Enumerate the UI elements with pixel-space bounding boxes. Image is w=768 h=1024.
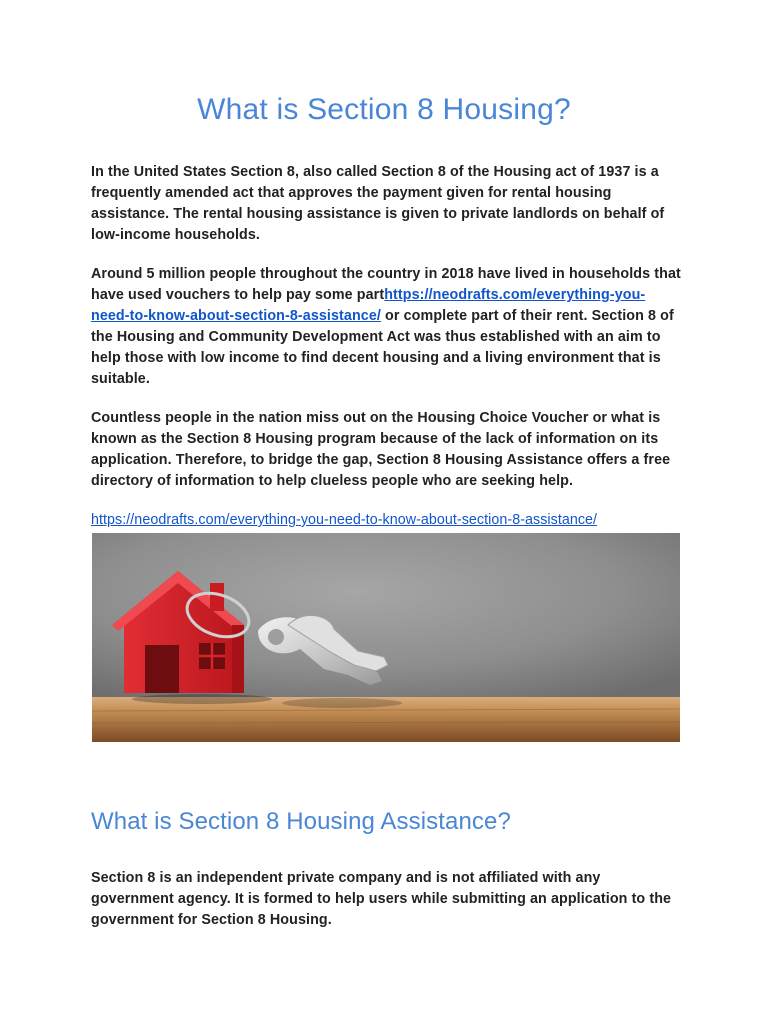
house-keys-photo xyxy=(92,533,680,742)
inline-neodrafts-link[interactable]: https://neodrafts.com/everything-you-need-to-know-about-section-8-assistance/ xyxy=(91,287,646,324)
page-title: What is Section 8 Housing? xyxy=(197,93,571,126)
intro-paragraph: In the United States Section 8, also called Section 8 of the Housing act of 1937 is a frequently amended act that approves the payment given for rental housing assistance. The rental housing assistance is given to private landlords on behalf of low-income households. xyxy=(91,164,665,243)
section-heading: What is Section 8 Housing Assistance? xyxy=(91,808,511,835)
company-paragraph: Section 8 is an independent private company and is not affiliated with any government agency. It is formed to help users while submitting an application to the government for Section 8 Housing. xyxy=(91,870,672,928)
neodrafts-link[interactable]: https://neodrafts.com/everything-you-need-to-know-about-section-8-assistance/ xyxy=(91,512,598,528)
statistics-text-before: Around 5 million people throughout the country in 2018 have lived in households that have used vouchers to help pay some part xyxy=(91,266,681,303)
statistics-text-after: or complete part of their rent. Section 8 of the Housing and Community Development Act was thus established with an aim to help those with low income to find decent housing and a living environment that is suitable. xyxy=(91,308,674,387)
statistics-paragraph xyxy=(91,264,681,390)
information-gap-paragraph: Countless people in the nation miss out on the Housing Choice Voucher or what is known as the Section 8 Housing program because of the lack of information on its application. Therefore, to bridge the gap, Section 8 Housing Assistance offers a free directory of information to help clueless people who are seeking help. xyxy=(91,410,671,489)
